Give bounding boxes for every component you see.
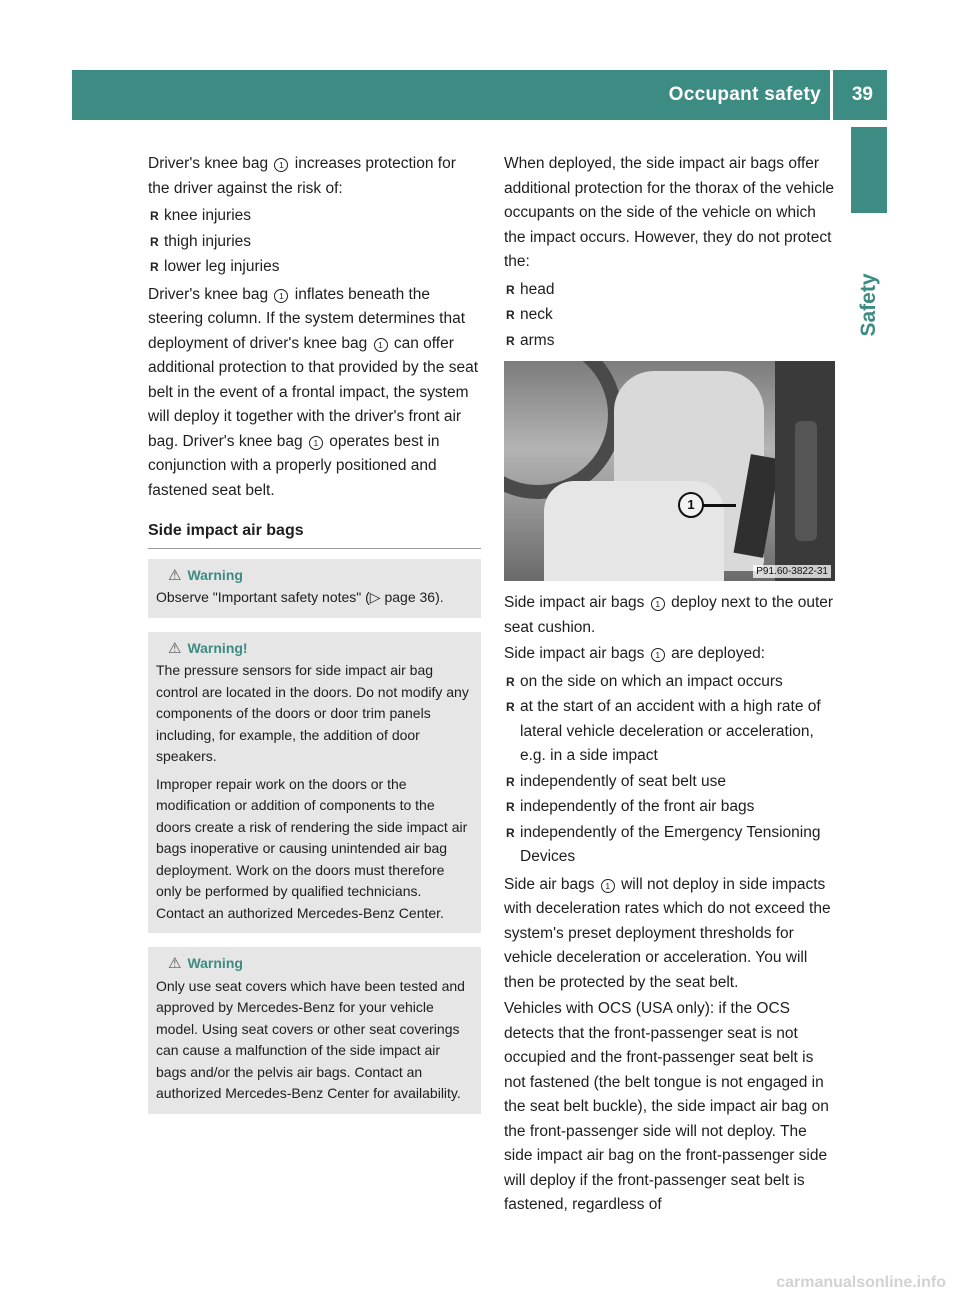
ocs-paragraph: Vehicles with OCS (USA only): if the OCS detects that the front-passenger seat is not occupied and the front-passenger seat belt is not fastened (the belt tongue is not engaged in the seat belt buckle), the side impact air bag on the front-passenger side will not deploy. The side impact air bag on the front-passenger side will deploy if the front-passenger seat belt is fastened, regardless of: [504, 1000, 829, 1213]
callout-ref-icon: 1: [601, 879, 615, 893]
warning-box: [148, 632, 481, 934]
callout-ref-icon: 1: [274, 158, 288, 172]
figure-caption: Side impact air bags 1 deploy next to the outer seat cushion.: [504, 594, 834, 636]
list-item: R at the start of an accident with a high rate of lateral vehicle deceleration or acceleration, e.g. in a side impact: [504, 695, 835, 769]
callout-ref-icon: 1: [274, 289, 288, 303]
side-bags-threshold: Side air bags 1 will not deploy in side impacts with deceleration rates which do not exceed the system's preset deployment thresholds for vehicle deceleration or acceleration. You will then be protected by the seat belt.: [504, 875, 831, 991]
callout-ref-icon: 1: [651, 597, 665, 611]
door-handle-shape: [795, 421, 817, 541]
deployed-list: [504, 670, 835, 870]
warning-triangle-icon: ⚠: [168, 566, 182, 584]
warning-title: ⚠ Warning: [168, 955, 243, 972]
callout-ref-icon: 1: [651, 648, 665, 662]
left-column: [148, 152, 481, 1114]
callout-ref-icon: 1: [309, 436, 323, 450]
chapter-label: Safety: [857, 273, 880, 337]
seat-airbag-photo: [504, 361, 835, 581]
callout-line: [700, 504, 736, 507]
list-item: R on the side on which an impact occurs: [504, 670, 835, 695]
warning-triangle-icon: ⚠: [168, 639, 182, 657]
not-protected-list: [504, 278, 835, 354]
chapter-tab: [851, 127, 887, 213]
list-item: R knee injuries: [148, 204, 481, 229]
callout-ref-icon: 1: [374, 338, 388, 352]
warning-text: The pressure sensors for side impact air bag control are located in the doors. Do not modify any components of the doors or door trim panels including, for example, the addition of door speakers.: [156, 662, 469, 764]
side-bag-intro: When deployed, the side impact air bags offer additional protection for the thorax of the vehicle occupants on the side of the vehicle on which the impact occurs. However, they do not protect the:: [504, 155, 835, 270]
header-bar: [72, 70, 887, 120]
right-column: [504, 152, 835, 1220]
warning-title: ⚠ Warning: [168, 566, 243, 584]
warning-text: Improper repair work on the doors or the modification or addition of components to the doors create a risk of rendering the side impact air bags inoperative or causing unintended air bag deployment. Work on the doors must therefore only be performed by qualified technicians. Contact an authorized Mercedes-Benz Center.: [156, 775, 468, 921]
warning-title: ⚠ Warning!: [168, 639, 248, 657]
warning-text: Observe "Important safety notes" (▷ page 36).: [156, 589, 444, 605]
warning-text: Only use seat covers which have been tested and approved by Mercedes-Benz for your vehicle model. Using seat covers or other seat coverings can cause a malfunction of the side impact air bags and/or the pelvis air bags. Contact an authorized Mercedes-Benz Center for availability.: [156, 977, 465, 1101]
knee-bag-intro: Driver's knee bag 1 increases protection for the driver against the risk of:: [148, 155, 456, 197]
risk-list: [148, 204, 481, 280]
knee-bag-description: Driver's knee bag 1 inflates beneath the steering column. If the system determines that deployment of driver's knee bag 1 can offer additional protection to that provided by the seat belt in the event of a frontal impact, the system will deploy it together with the driver's front air bag. Driver's knee bag 1 operates best in conjunction with a properly positioned and fastened seat belt.: [148, 285, 479, 499]
figure-callout: 1: [678, 492, 704, 518]
page-number: 39: [851, 84, 873, 105]
warning-triangle-icon: ⚠: [168, 955, 182, 972]
list-item: R arms: [504, 329, 835, 354]
list-item: R neck: [504, 303, 835, 328]
warning-box: [148, 559, 481, 618]
warning-box: [148, 947, 481, 1114]
list-item: R independently of the Emergency Tensioning Devices: [504, 821, 835, 870]
list-item: R thigh injuries: [148, 230, 481, 255]
steering-wheel-shape: [504, 361, 622, 499]
list-item: R lower leg injuries: [148, 255, 481, 280]
deployed-lead: Side impact air bags 1 are deployed:: [504, 645, 765, 662]
figure-code: P91.60-3822-31: [753, 565, 831, 578]
list-item: R head: [504, 278, 835, 303]
section-title: Occupant safety: [668, 84, 821, 105]
watermark: carmanualsonline.info: [776, 1274, 946, 1291]
header-divider: [830, 70, 833, 120]
list-item: R independently of seat belt use: [504, 770, 835, 795]
section-heading: Side impact air bags: [148, 519, 481, 549]
list-item: R independently of the front air bags: [504, 795, 835, 820]
